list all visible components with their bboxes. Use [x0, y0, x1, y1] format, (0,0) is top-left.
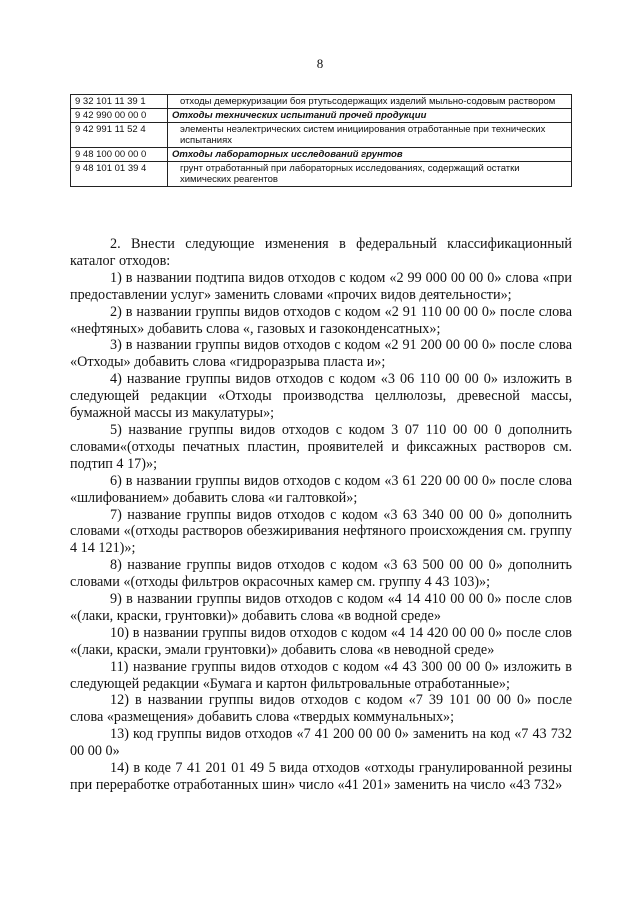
- amendment-item: 4) название группы видов отходов с кодом «3 06 110 00 00 0» изложить в следующей редакции «Отходы производства целлюлозы, древесной массы, бумажной массы из макулатуры»;: [70, 371, 572, 422]
- waste-description-cell: отходы демеркуризации боя ртутьсодержащих изделий мыльно-содовым раствором: [168, 95, 572, 109]
- waste-description-cell: Отходы технических испытаний прочей продукции: [168, 109, 572, 123]
- table-row: [71, 148, 572, 162]
- waste-code-cell: 9 42 990 00 00 0: [71, 109, 168, 123]
- waste-code-cell: 9 48 101 01 39 4: [71, 162, 168, 187]
- document-body: [70, 236, 572, 794]
- table-row: [71, 123, 572, 148]
- amendment-item: 7) название группы видов отходов с кодом «3 63 340 00 00 0» дополнить словами «(отходы растворов обезжиривания нефтяного происхождения см. группу 4 14 121)»;: [70, 506, 572, 557]
- amendment-item: 12) в названии группы видов отходов с кодом «7 39 101 00 00 0» после слова «размещения» добавить слова «твердых коммунальных»;: [70, 692, 572, 726]
- waste-code-cell: 9 48 100 00 00 0: [71, 148, 168, 162]
- amendment-item: 13) код группы видов отходов «7 41 200 00 00 0» заменить на код «7 43 732 00 00 0»: [70, 726, 572, 760]
- amendment-item: 3) в названии группы видов отходов с кодом «2 91 200 00 00 0» после слова «Отходы» добавить слова «гидроразрыва пласта и»;: [70, 337, 572, 371]
- amendment-item: 6) в названии группы видов отходов с кодом «3 61 220 00 00 0» после слова «шлифованием» добавить слова «и галтовкой»;: [70, 472, 572, 506]
- waste-code-cell: 9 42 991 11 52 4: [71, 123, 168, 148]
- waste-code-cell: 9 32 101 11 39 1: [71, 95, 168, 109]
- waste-description-cell: грунт отработанный при лабораторных исследованиях, содержащий остатки химических реагентов: [168, 162, 572, 187]
- table-row: [71, 109, 572, 123]
- waste-classification-table: [70, 94, 572, 187]
- amendment-item: 10) в названии группы видов отходов с кодом «4 14 420 00 00 0» после слов «(лаки, краски, эмали грунтовки)» добавить слова «в неводной среде»: [70, 624, 572, 658]
- page-number: 8: [316, 56, 324, 71]
- intro-paragraph: 2. Внести следующие изменения в федеральный классификационный каталог отходов:: [70, 236, 572, 269]
- table-row: [71, 162, 572, 187]
- amendment-item: 5) название группы видов отходов с кодом 3 07 110 00 00 0 дополнить словами«(отходы печатных пластин, проявителей и фиксажных растворов см. подтип 4 17)»;: [70, 421, 572, 472]
- amendment-list: [70, 270, 572, 794]
- amendment-item: 8) название группы видов отходов с кодом «3 63 500 00 00 0» дополнить словами «(отходы фильтров окрасочных камер см. группу 4 43 103)»;: [70, 557, 572, 591]
- waste-description-cell: Отходы лабораторных исследований грунтов: [168, 148, 572, 162]
- amendment-item: 2) в названии группы видов отходов с кодом «2 91 110 00 00 0» после слова «нефтяных» добавить слова «, газовых и газоконденсатных»;: [70, 303, 572, 337]
- table-row: [71, 95, 572, 109]
- waste-description-cell: элементы неэлектрических систем инициирования отработанные при технических испытаниях: [168, 123, 572, 148]
- amendment-item: 11) название группы видов отходов с кодом «4 43 300 00 00 0» изложить в следующей редакции «Бумага и картон фильтровальные отработанные»;: [70, 658, 572, 692]
- amendment-item: 1) в названии подтипа видов отходов с кодом «2 99 000 00 00 0» слова «при предоставлении услуг» заменить словами «прочих видов деятельности»;: [70, 269, 572, 303]
- amendment-item: 9) в названии группы видов отходов с кодом «4 14 410 00 00 0» после слов «(лаки, краски, грунтовки)» добавить слова «в водной среде»: [70, 591, 572, 624]
- amendment-item: 14) в коде 7 41 201 01 49 5 вида отходов «отходы гранулированной резины при переработке отработанных шин» число «41 201» заменить на число «43 732»: [70, 760, 572, 793]
